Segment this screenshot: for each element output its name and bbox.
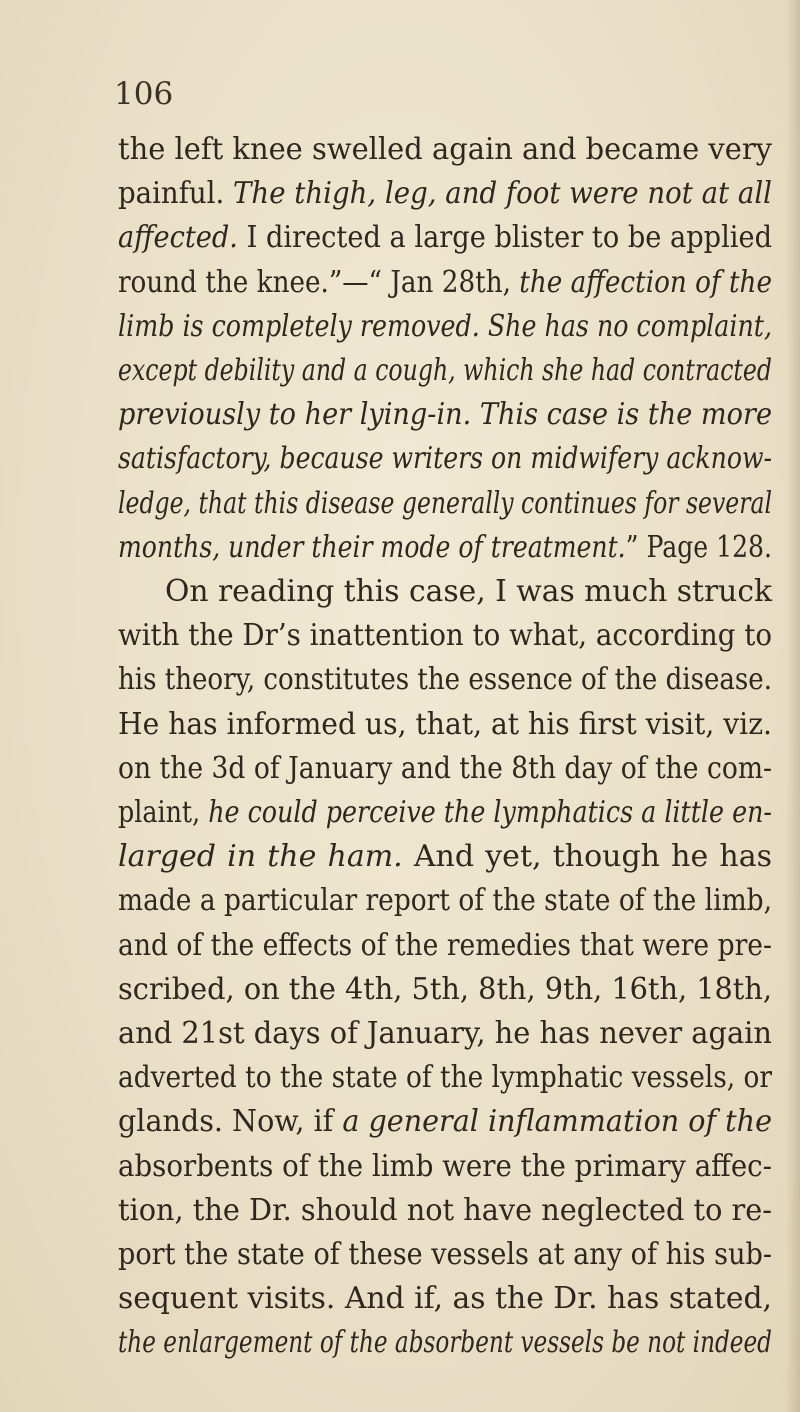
text-line: [118, 973, 772, 1007]
text-line: [165, 575, 772, 609]
roman-text: and of the effects of the remedies that were pre-: [118, 927, 772, 963]
text-line: [118, 929, 772, 963]
text-line: [118, 133, 772, 167]
roman-text: sequent visits. And if, as the Dr. has stated,: [118, 1281, 772, 1317]
roman-text: On reading this case, I was much struck: [165, 574, 772, 609]
roman-text: his theory, constitutes the essence of the disease.: [118, 662, 772, 698]
italic-text: previously to her lying-in. This case is the more: [118, 397, 772, 433]
roman-text: absorbents of the limb were the primary affec-: [118, 1148, 772, 1184]
roman-text: made a particular report of the state of the limb,: [118, 883, 772, 919]
text-line: [118, 796, 772, 830]
roman-text: He has informed us, that, at his first visit, viz.: [118, 706, 772, 742]
roman-text: painful.: [118, 176, 234, 212]
italic-text: The thigh, leg, and foot were not at all: [233, 176, 772, 212]
roman-text: with the Dr’s inattention to what, according to: [118, 618, 772, 654]
roman-text: the left knee swelled again and became very: [118, 132, 772, 167]
text-line: [118, 884, 772, 918]
roman-text: round the knee.”—“ Jan 28th,: [118, 264, 520, 300]
text-line: [118, 442, 772, 476]
italic-text: the enlargement of the absorbent vessels be not indeed: [118, 1325, 772, 1361]
roman-text: plaint,: [118, 795, 209, 830]
text-line: [118, 708, 772, 742]
text-line: [118, 531, 772, 565]
text-line: [118, 1238, 772, 1272]
text-line: [118, 1150, 772, 1184]
roman-text: and 21st days of January, he has never again: [118, 1016, 772, 1051]
page-number: 106: [114, 76, 174, 112]
roman-text: And yet, though he has: [402, 839, 772, 875]
text-line: [118, 1194, 772, 1228]
italic-text: except debility and a cough, which she had contracted: [118, 353, 772, 388]
text-line: [118, 266, 772, 300]
text-line: [118, 1326, 772, 1360]
text-line: [118, 221, 772, 255]
page-edge-shadow: [786, 0, 800, 1412]
text-line: [118, 663, 772, 697]
italic-text: affected.: [118, 220, 238, 256]
text-line: [118, 354, 772, 388]
italic-text: limb is completely removed. She has no complaint,: [118, 308, 772, 344]
roman-text: port the state of these vessels at any of his sub-: [118, 1237, 772, 1272]
roman-text: glands. Now, if: [118, 1104, 343, 1140]
italic-text: he could perceive the lymphatics a little en-: [208, 795, 773, 830]
roman-text: tion, the Dr. should not have neglected to re-: [118, 1192, 772, 1228]
italic-text: ledge, that this disease generally continues for several: [118, 485, 772, 521]
text-line: [118, 619, 772, 653]
roman-text: I directed a large blister to be applied: [237, 220, 772, 256]
italic-text: a general inflammation of the: [342, 1104, 772, 1140]
roman-text: scribed, on the 4th, 5th, 8th, 9th, 16th, 18th,: [118, 971, 772, 1007]
text-line: [118, 310, 772, 344]
italic-text: the affection of the: [519, 264, 772, 300]
italic-text: larged in the ham.: [118, 839, 403, 875]
italic-text: months, under their mode of treatment.: [118, 529, 626, 565]
italic-text: satisfactory, because writers on midwifery acknow-: [118, 441, 772, 477]
text-line: [118, 1061, 772, 1095]
text-line: [118, 487, 772, 521]
text-line: [118, 840, 772, 874]
roman-text: ” Page 128.: [625, 529, 772, 565]
text-line: [118, 177, 772, 211]
text-line: [118, 398, 772, 432]
text-line: [118, 1282, 772, 1316]
roman-text: adverted to the state of the lymphatic vessels, or: [118, 1060, 772, 1096]
text-line: [118, 752, 772, 786]
roman-text: on the 3d of January and the 8th day of the com-: [118, 750, 772, 786]
text-line: [118, 1017, 772, 1051]
text-line: [118, 1105, 772, 1139]
